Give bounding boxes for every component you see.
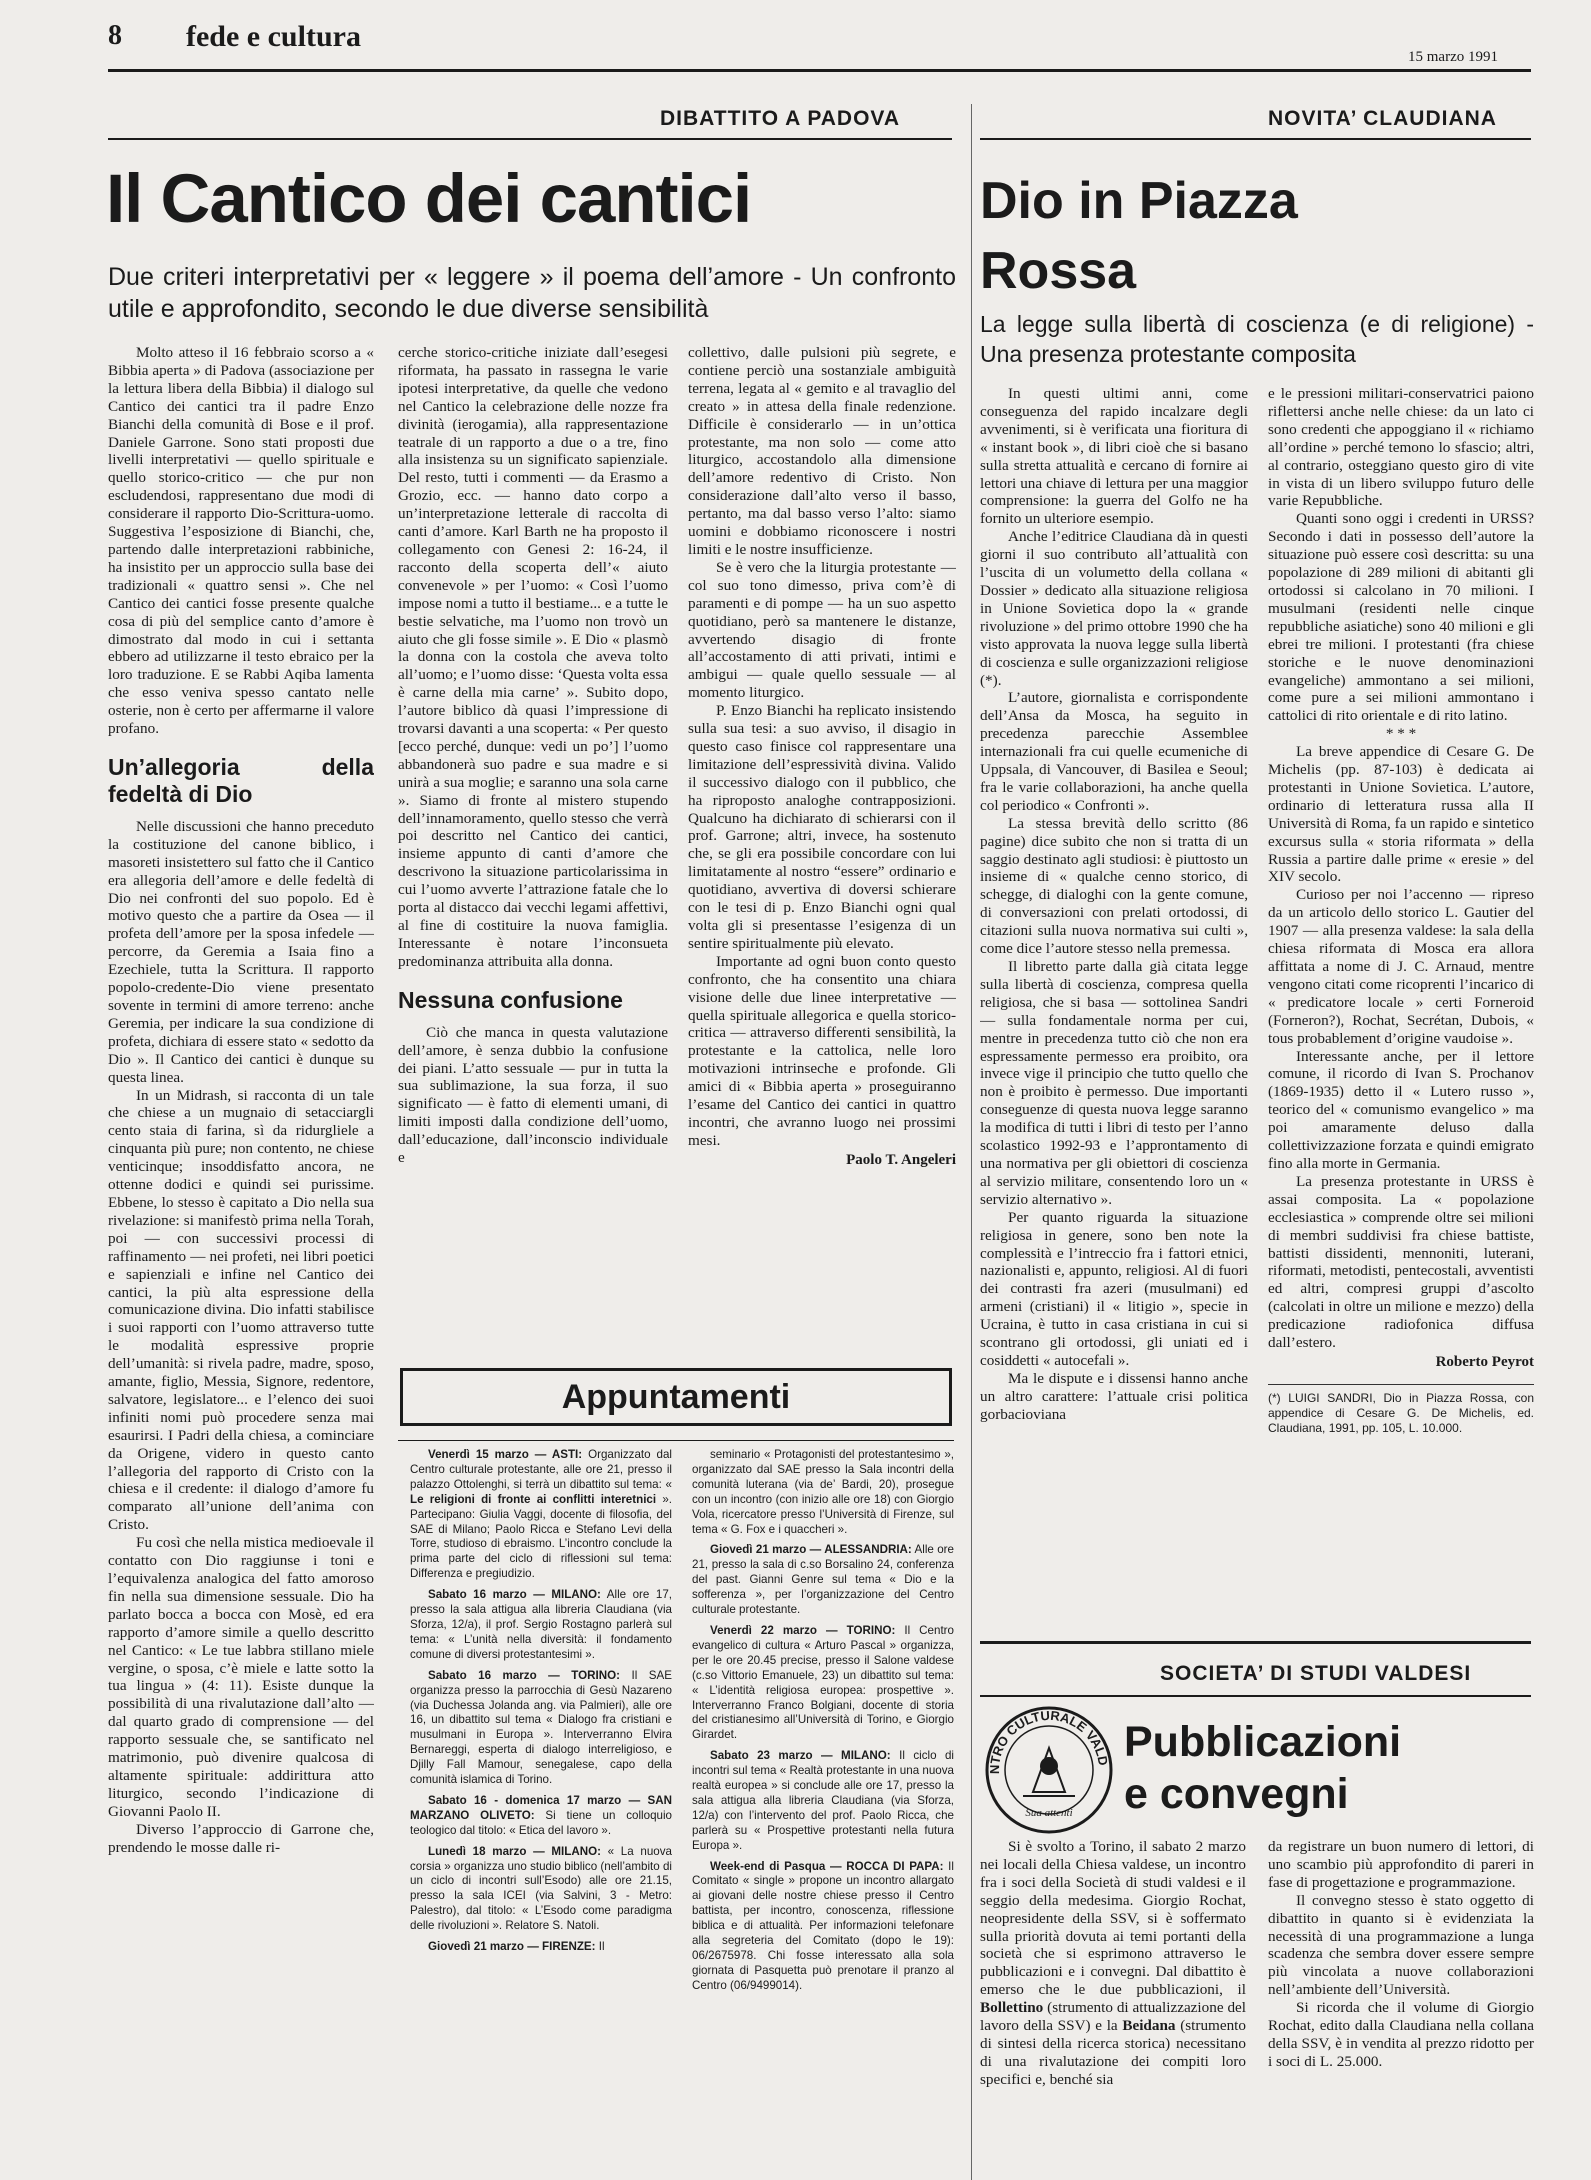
paragraph: Nelle discussioni che hanno preceduto la costituzione del canone biblico, i masoreti insistettero sul fatto che il Cantico era allegoria dell’amore e delle fedeltà di Dio nei confronti del suo popolo. Ed è motivo questo che a partire da Osea — il profeta dell’amore per la sposa infedele — percorre, da Geremia a Isaia fino a Ezechiele, tutta la Scrittura. Il rapporto popolo-credente-Dio viene presentato sovente in termini di amore terreno: anche Geremia, per indicare la sua condizione di profeta, dichiara di essere stato « sedotto da Dio ». Il Cantico dei cantici è dunque su questa linea. — [108, 817, 374, 1086]
appointments-rule — [398, 1440, 954, 1441]
paragraph: Sabato 16 - domenica 17 marzo — SAN MARZANO OLIVETO: Si tiene un colloquio teologico dal titolo: « Etica del lavoro ». — [410, 1793, 672, 1837]
bottom-col-1 — [980, 1838, 1246, 2178]
paragraph: Ciò che manca in questa valutazione dell’amore, è senza dubbio la confusione dei piani. L’atto sessuale — pur in tutta la sua sublimazione, la sua forza, il suo significato — è fatto di elementi umani, di limiti imposti dalla condizione dell’uomo, dall’educazione, dall’inconscio individuale e — [398, 1023, 668, 1167]
author-signature: Roberto Peyrot — [1435, 1353, 1534, 1370]
paragraph: Quanti sono oggi i credenti in URSS? Secondo i dati in possesso dell’autore la situazione può essere così descritta: su una popolazione di 289 milioni di abitanti gli ortodossi si calcolano in 70 milioni. I musulmani (residenti nelle cinque repubbliche asiatiche) sono 40 milioni e gli ebrei tre milioni. I protestanti (fra chiese storiche e le nuove denominazioni evangeliche) ammontano a sei milioni, come pure a sei milioni ammontano i cattolici di rito orientale e di rito latino. — [1268, 510, 1534, 725]
section-divider — [980, 1641, 1531, 1644]
right-title: Dio in Piazza Rossa — [980, 172, 1298, 300]
left-title: Il Cantico dei cantici — [106, 160, 752, 237]
bottom-kicker: SOCIETA’ DI STUDI VALDESI — [1160, 1662, 1472, 1685]
bottom-title: Pubblicazioni e convegni — [1124, 1718, 1402, 1818]
paragraph: Week-end di Pasqua — ROCCA DI PAPA: Il Comitato « single » propone un incontro allargato ai giovani delle nostre chiese presso il Centro battista, per incontro, conoscenza, riflessione biblica e di attualità. Per informazioni telefonare alla segreteria del Comitato (dopo le 19): 06/2675978. Chi fosse interessato alla sola giornata di Pasquetta può prenotare il pranzo al Centro (06/9499014). — [692, 1859, 954, 1992]
page-number: 8 — [108, 20, 122, 51]
footnote: (*) LUIGI SANDRI, Dio in Piazza Rossa, con appendice di Cesare G. De Michelis, ed. Claudiana, 1991, pp. 105, L. 10.000. — [1268, 1390, 1534, 1435]
paragraph: Si ricorda che il volume di Giorgio Rochat, edito dalla Claudiana nella collana della SSV, è in vendita al prezzo ridotto per i soci di L. 25.000. — [1268, 1999, 1534, 2070]
paragraph: In questi ultimi anni, come conseguenza del rapido incalzare degli avvenimenti, si è verificata una fioritura di « instant book », di libri cioè che si basano sulla stretta attualità e cercano di fornire ai lettori una chiave di lettura per una maggior comprensione: la guerra del Golfo ne ha fornito un ulteriore esempio. — [980, 385, 1248, 528]
subheading: Nessuna confusione — [398, 986, 623, 1013]
paragraph: In un Midrash, si racconta di un tale che chiese a un mugnaio di setacciargli cento staia di farina, sì da ridurgliele a cinquanta più pure; non contento, ne chiese venticinque; insoddisfatto ancora, ne ottenne dodici e quindi sei purissime. Ebbene, lo stesso è capitato a Dio nella sua rivelazione: si manifestò prima nella Torah, poi — con successivi processi di raffinamento — nei profeti, nei libri poetici e sapienziali e infine nel Cantico dei cantici, la più alta espressione della comunicazione divina. Dio infatti stabilisce i suoi rapporti con l’uomo attraverso tutte le modalità espressive proprie dell’umanità: si rivela padre, madre, sposo, amante, figlio, Messia, Signore, redentore, salvatore, legislatore... e l’elenco dei suoi infiniti nomi può procedere senza mai esaurirsi. I Padri della chiesa, a cominciare da Origene, videro in questo canto l’allegoria del rapporto di Cristo con la chiesa e il credente: il dialogo d’amore fu comparato all’unione dell’anima con Cristo. — [108, 1086, 374, 1534]
right-kicker: NOVITA’ CLAUDIANA — [1268, 107, 1497, 130]
right-col-2 — [1268, 385, 1534, 1635]
logo-text: NTRO CULTURALE VALD — [986, 1707, 1111, 1775]
left-col-2 — [398, 344, 668, 1332]
paragraph: Lunedì 18 marzo — MILANO: « La nuova corsia » organizza uno studio biblico (nell’ambito di un ciclo di incontri sull’Esodo) alle ore 21.15, presso la sala ICEI (via Salvini, 3 - Metro: Palestro), dal titolo: « L’Esodo come paradigma delle rivoluzioni ». Relatore S. Natoli. — [410, 1844, 672, 1933]
paragraph: Venerdì 22 marzo — TORINO: Il Centro evangelico di cultura « Arturo Pascal » organizza, per le ore 20.45 precise, presso il Salone valdese (c.so Vittorio Emanuele, 23) un dibattito sul tema: « L’identità religiosa europea: prospettive ». Interverranno Franco Bolgiani, docente di storia del cristianesimo all’Università di Torino, e Giorgio Girardet. — [692, 1623, 954, 1742]
paragraph: Anche l’editrice Claudiana dà in questi giorni il suo contributo all’attualità con l’uscita di un volumetto della collana « Dossier » dedicato alla situazione religiosa in Unione Sovietica dopo la « grande rivoluzione » del primo ottobre 1990 che ha visto approvata la nuova legge sulla libertà di coscienza e sulle organizzazioni religiose (*). — [980, 528, 1248, 689]
paragraph: Curioso per noi l’accenno — ripreso da un articolo dello storico L. Gautier del 1907 — alla presenza valdese: la sala della chiesa riformata di Mosca era allora affittata a nome di J. C. Arnaud, mentre vengono citati come ricoprenti l’incarico di « predicatore locale » certi Forneroid (Forneron?), Rochat, Secrétan, Dubois, « tous probablement d’origine vaudoise ». — [1268, 886, 1534, 1047]
paragraph: Interessante anche, per il lettore comune, il ricordo di Ivan S. Prochanov (1869-1935) detto il « Lutero russo », teorico del « comunismo evangelico » ma poi amaramente deluso dalla collettivizzazione forzata e quindi emigrato fino alla morte in Germania. — [1268, 1047, 1534, 1172]
paragraph: Ma le dispute e i dissensi hanno anche un altro carattere: l’attuale crisi politica gorbacioviana — [980, 1369, 1248, 1423]
left-subtitle: Due criteri interpretativi per « leggere » il poema dell’amore - Un confronto utile e approfondito, secondo le due diverse sensibilità — [108, 263, 956, 323]
paragraph: Si è svolto a Torino, il sabato 2 marzo nei locali della Chiesa valdese, un incontro fra i soci della Società di studi valdesi e il seggio della medesima. Giorgio Rochat, neopresidente della SSV, si è soffermato sulla priorità dovuta ai temi portanti della società che si esprimono attraverso le pubblicazioni e i convegni. Dal dibattito è emerso che le due pubblicazioni, il Bollettino (strumento di attualizzazione del lavoro della SSV) e la Beidana (strumento di sintesi della ricerca storica) necessitano di una rivalutazione dei compiti loro specifici e, benché sia — [980, 1838, 1246, 2088]
paragraph: Sabato 16 marzo — TORINO: Il SAE organizza presso la parrocchia di Gesù Nazareno (via Duchessa Jolanda ang. via Palmieri), alle ore 16, un dibattito sul tema « Dialogo fra cristiani e musulmani in Europa ». Interverranno Elvira Bernareggi, esperta di dialogo interreligioso, e Djilly Fall Mamour, senegalese, capo della comunità islamica di Torino. — [410, 1668, 672, 1787]
left-col-3 — [688, 344, 956, 1340]
column-divider — [971, 104, 972, 2180]
left-kicker: DIBATTITO A PADOVA — [660, 107, 901, 130]
right-col-1 — [980, 385, 1248, 1635]
paragraph: Importante ad ogni buon conto questo confronto, che ha consentito una chiara visione delle due linee interpretative — quella spirituale allegorica e quella storico-critica — attraverso differenti sensibilità, la protestante e la cattolica, nelle loro motivazioni intrinseche e profonde. Gli amici di « Bibbia aperta » proseguiranno l’esame del Cantico dei cantici in quattro incontri, che avranno luogo nei prossimi mesi. — [688, 952, 956, 1149]
paragraph: Se è vero che la liturgia protestante — col suo tono dimesso, priva com’è di paramenti e di pompe — ha un suo aspetto quotidiano, però sa mantenere le distanze, avvertendo disagio di fronte all’accostamento di atti privati, intimi e ambigui — quale quello sessuale — al momento liturgico. — [688, 558, 956, 702]
right-kicker-rule — [980, 138, 1531, 140]
paragraph: cerche storico-critiche iniziate dall’esegesi riformata, ha passato in rassegna le varie ipotesi interpretative, da quelle che vedono nel Cantico la celebrazione delle nozze fra divinità (ierogamia), alla rappresentazione teatrale di un rapporto a due o a tre, fino alla insistenza su un significato sapienziale. Del resto, tutti i commenti — da Erasmo a Grozio, ecc. — hanno dato corpo a un’interpretazione letterale di raccolta di canti d’amore. Karl Barth ne ha proposto il collegamento con Genesi 2: 16-24, il racconto della scoperta dell’« aiuto convenevole » per l’uomo: « Così l’uomo impose nomi a tutto il bestiame... e a tutte le bestie selvatiche, ma l’uomo non trovò un aiuto che gli fosse simile ». E Dio « plasmò la donna con la costola che aveva tolto all’uomo; e l’uomo disse: ‘Questa volta essa è carne della mia carne’ ». Subito dopo, l’autore biblico dà quasi l’impressione di trovarsi davanti a una scoperta: « Per questo [ecco perché, dunque: vedi un po’] l’uomo abbandonerà suo padre e sua madre e si unirà a sua moglie; e saranno una sola carne ». Siamo di fronte al mistero stupendo dell’innamoramento, quello stesso che verrà poi descritto nel Cantico dei cantici, insieme appunto di canti d’amore che descrivono la situazione particolarissima in cui l’uomo avverte l’attrazione fatale che lo porta al distacco dai vecchi legami affettivi, al fine di costituire la nuova famiglia. Interessante è notare l’inconsueta predominanza attribuita alla donna. — [398, 344, 668, 970]
right-subtitle: La legge sulla libertà di coscienza (e di religione) - Una presenza protestante composita — [980, 311, 1534, 367]
appointments-box — [400, 1368, 952, 1426]
paragraph: Diverso l’approccio di Garrone che, prendendo le mosse dalle ri- — [108, 1820, 374, 1856]
appointments-col-2 — [692, 1448, 954, 2176]
appointments-title: Appuntamenti — [561, 1378, 791, 1416]
left-kicker-rule — [108, 138, 952, 140]
issue-date: 15 marzo 1991 — [1408, 49, 1498, 65]
paragraph: seminario « Protagonisti del protestantesimo », organizzato dal SAE presso la Sala incontri della comunità luterana (via de’ Bardi, 20), prosegue con un incontro (con inizio alle ore 18) con Giorgio Vola, ricercatore presso l’Università di Firenze, sul tema « G. Fox e i quaccheri ». — [692, 1448, 954, 1536]
bottom-kicker-rule — [980, 1695, 1531, 1697]
paragraph: e le pressioni militari-conservatrici paiono riflettersi anche nelle chiese: da un lato ci sono credenti che appoggiano il « richiamo all’ordine » perché temono lo sfascio; altri, al contrario, osteggiano questo giro di vite in vista di un libero sviluppo futuro delle varie Repubbliche. — [1268, 385, 1534, 510]
header-rule — [108, 69, 1531, 72]
paragraph: Giovedì 21 marzo — FIRENZE: Il — [428, 1940, 605, 1954]
paragraph: La breve appendice di Cesare G. De Michelis (pp. 87-103) è dedicata ai protestanti in Unione Sovietica. L’autore, ordinario di letteratura russa alla II Università di Roma, fa un rapido e sintetico excursus sulla « storia riformata » della Russia a partire dalle prime « eresie » del XIV secolo. — [1268, 743, 1534, 886]
paragraph: Il convegno stesso è stato oggetto di dibattito in quanto si è evidenziata la necessità di una programmazione a lunga scadenza che sembra dover essere sempre più vincolata a nuove collaborazioni nell’ambiente dell’Università. — [1268, 1891, 1534, 1999]
valdese-logo — [983, 1704, 1115, 1836]
paragraph: Fu così che nella mistica medioevale il contatto con Dio raggiunse i toni e l’equivalenza analogica del fatto amoroso fin nella sua dimensione sessuale. Dio ha parlato bocca a bocca con Mosè, ed era rapporto d’amore simile a quello descritto nel Cantico: « Le tue labbra stillano miele vergine, o sposa, c’è miele e latte sotto la tua lingua » (4: 11). Esiste dunque la possibilità di una rivalutazione dall’alto — dal quarto grado di comprensione — del rapporto sessuale che, se santificato nel matrimonio, può divenire qualcosa di altamente spirituale: addirittura atto liturgico, secondo l’indicazione di Giovanni Paolo II. — [108, 1534, 374, 1820]
paragraph: Venerdì 15 marzo — ASTI: Organizzato dal Centro culturale protestante, alle ore 21, presso il palazzo Ottolenghi, si terrà un dibattito sul tema: « Le religioni di fronte ai conflitti interetnici ». Partecipano: Giulia Vaggi, docente di filosofia, del SAE di Milano; Paolo Ricca e Stefano Levi della Torre, studioso di ebraismo. L’incontro conclude la prima parte del ciclo di riflessioni sul tema: Differenza e pregiudizio. — [410, 1448, 672, 1581]
section-title: fede e cultura — [186, 20, 361, 53]
paragraph: collettivo, dalle pulsioni più segrete, e contiene perciò una sostanziale ambiguità terrena, legata al « gemito e al travaglio del creato » in attesa della finale redenzione. Difficile è considerarlo — in un’ottica protestante, ma non solo — come atto liturgico, accostandolo alla dimensione dell’amore redentivo di Cristo. Non considerazione dall’alto verso il basso, pertanto, ma dal basso verso l’alto: siamo uomini e dobbiamo riconoscere i nostri limiti e le nostre insufficienze. — [688, 344, 956, 558]
paragraph: P. Enzo Bianchi ha replicato insistendo sulla sua tesi: a suo avviso, il disagio in questo caso finisce col rappresentare una limitazione dell’espressività divina. Valido il successivo dialogo con il pubblico, che ha riproposto analoghe contrapposizioni. Qualcuno ha dichiarato di schierarsi con il prof. Garrone; altri, invece, ha sostenuto che, se gli era possibile concordare con lui limitatamente al nostro “essere” ordinario e quotidiano, avvertiva di doversi schierare con le tesi di p. Enzo Bianchi ogni qual volta gli si presentasse l’esigenza di un sentire spiritualmente più elevato. — [688, 702, 956, 952]
paragraph: da registrare un buon numero di lettori, di uno scambio più approfondito di pareri in fase di progettazione e programmazione. — [1268, 1838, 1534, 1891]
paragraph: Giovedì 21 marzo — ALESSANDRIA: Alle ore 21, presso la sala di c.so Borsalino 24, conferenza del past. Gianni Genre sul tema « Dio e la sofferenza », per l’organizzazione del Centro culturale protestante. — [692, 1543, 954, 1617]
paragraph: Sabato 23 marzo — MILANO: Il ciclo di incontri sul tema « Realtà protestante in una nuova realtà europea » si conclude alle ore 17, presso la sala attigua alla libreria Claudiana (via Sforza, 12/a) con l’intervento del prof. Paolo Ricca, che parlerà su « Prospettive protestanti nella futura Europa ». — [692, 1749, 954, 1852]
author-signature: Paolo T. Angeleri — [846, 1151, 956, 1168]
bottom-col-2 — [1268, 1838, 1534, 2178]
appointments-col-1 — [410, 1448, 672, 2176]
paragraph: Sabato 16 marzo — MILANO: Alle ore 17, presso la sala attigua alla libreria Claudiana (via Sforza, 12/a), il prof. Sergio Rostagno parlerà sul tema: « L’unità nella diversità: il fondamento comune di diversi protestantesimi ». — [410, 1588, 672, 1661]
paragraph: Per quanto riguarda la situazione religiosa in genere, sono ben note la complessità e l’intreccio fra i fattori etnici, nazionalisti e, appunto, religiosi. Al di fuori dei contrasti fra azeri (musulmani) ed armeni (cristiani) il « litigio », specie in Ucraina, è tutto in casa cristiana in cui si scontrano gli ortodossi, gli uniati ed i cosiddetti « autocefali ». — [980, 1208, 1248, 1369]
logo-motto: Sua attenti — [1025, 1807, 1073, 1819]
paragraph: Il libretto parte dalla già citata legge sulla libertà di coscienza, compresa quella religiosa, che si basa — sottolinea Sandri — sulla fondamentale norma per cui, mentre in precedenza tutto ciò che non era espressamente permesso era proibito, ora invece vige il principio che tutto quello che non è proibito è permesso. Due importanti conseguenze di questa nuova legge saranno la modifica di tutti i libri di testo per l’anno scolastico 1992-93 e l’approntamento di una normativa per gli obiettori di coscienza al servizio militare, consentendo loro un « servizio alternativo ». — [980, 958, 1248, 1208]
subheading: Un’allegoria della fedeltà di Dio — [108, 753, 374, 807]
paragraph: L’autore, giornalista e corrispondente dell’Ansa da Mosca, ha seguito in precedenza parecchie Assemblee internazionali fra cui quelle ecumeniche di Uppsala, di Vancouver, di Basilea e Seoul; fra le varie collaborazioni, ha anche quella col periodico « Confronti ». — [980, 689, 1248, 814]
paragraph: * * * — [1385, 725, 1417, 743]
left-col-1 — [108, 344, 374, 2174]
paragraph: Molto atteso il 16 febbraio scorso a « Bibbia aperta » di Padova (associazione per la lettura libera della Bibbia) il dialogo sul Cantico dei cantici tra il padre Enzo Bianchi della comunità di Bose e il prof. Daniele Garrone. Sono stati proposti due livelli interpretativi — quello spirituale e quello storico-critico — che pur non escludendosi, rappresentano due modi di considerare il rapporto Dio-Scrittura-uomo. Suggestiva l’esposizione di Bianchi, che, partendo dalle interpretazioni rabbiniche, ha insistito per un approccio sulla base dei tradizionali « quattro sensi ». Che nel Cantico dei cantici fosse presente qualche cosa di più del semplice canto d’amore è dimostrato dal modo in cui i settanta ebbero ad utilizzarne il testo ebraico per la loro traduzione. E se Rabbi Aqiba lamenta che esso veniva spesso cantato nelle osterie, non è certo per affermarne il valore profano. — [108, 344, 374, 738]
paragraph: La stessa brevità dello scritto (86 pagine) dice subito che non si tratta di un saggio destinato agli studiosi: è piuttosto un insieme di « qualche cenno storico, di schegge, di dialoghi con la gente comune, di conversazioni con prelati ortodossi, di citazioni sulla nuova normativa sui culti », come dice l’autore stesso nella premessa. — [980, 814, 1248, 958]
paragraph: La presenza protestante in URSS è assai composita. La « popolazione ecclesiastica » comprende oltre sei milioni di membri suddivisi fra chiese battiste, battisti dissidenti, mennoniti, luterani, riformati, metodisti, pentecostali, avventisti ed altri, compresi gruppi d’ascolto (calcolati in oltre un milione e mezzo) della predicazione radiofonica diffusa dall’estero. — [1268, 1172, 1534, 1352]
